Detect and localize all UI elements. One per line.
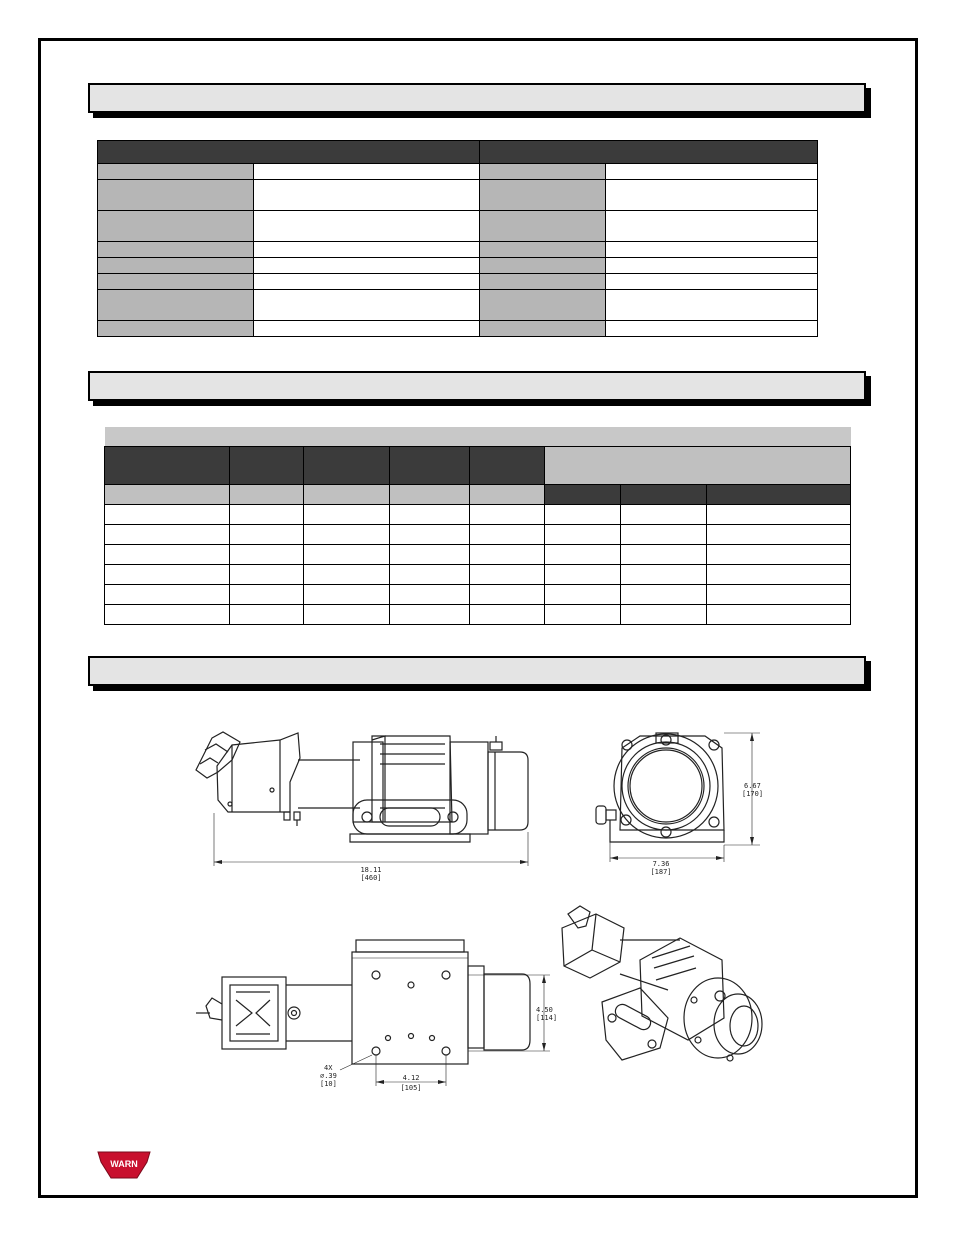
mount-depth-dimension: 4.50 [536, 1006, 553, 1014]
end-width-mm: [187] [650, 868, 672, 876]
bottom-view-drawing [196, 940, 557, 1092]
logo-text: WARN [110, 1159, 138, 1169]
mount-depth-mm: [114] [536, 1014, 558, 1022]
mount-spacing-dimension: 4.12 [402, 1074, 420, 1082]
side-view-drawing [196, 732, 528, 882]
overall-length-mm: [460] [360, 874, 382, 882]
end-width-dimension: 7.36 [652, 860, 670, 868]
height-mm: [170] [742, 790, 764, 798]
mount-spacing-mm: [105] [400, 1084, 422, 1092]
hole-diameter-mm: [10] [320, 1080, 337, 1088]
warn-logo [97, 1150, 151, 1180]
hole-diameter: ⌀.39 [320, 1072, 337, 1080]
height-dimension: 6.67 [744, 782, 761, 790]
hole-quantity: 4X [324, 1064, 333, 1072]
overall-length-dimension: 18.11 [360, 866, 382, 874]
end-view-drawing [596, 733, 763, 876]
isometric-view-drawing [562, 906, 762, 1061]
